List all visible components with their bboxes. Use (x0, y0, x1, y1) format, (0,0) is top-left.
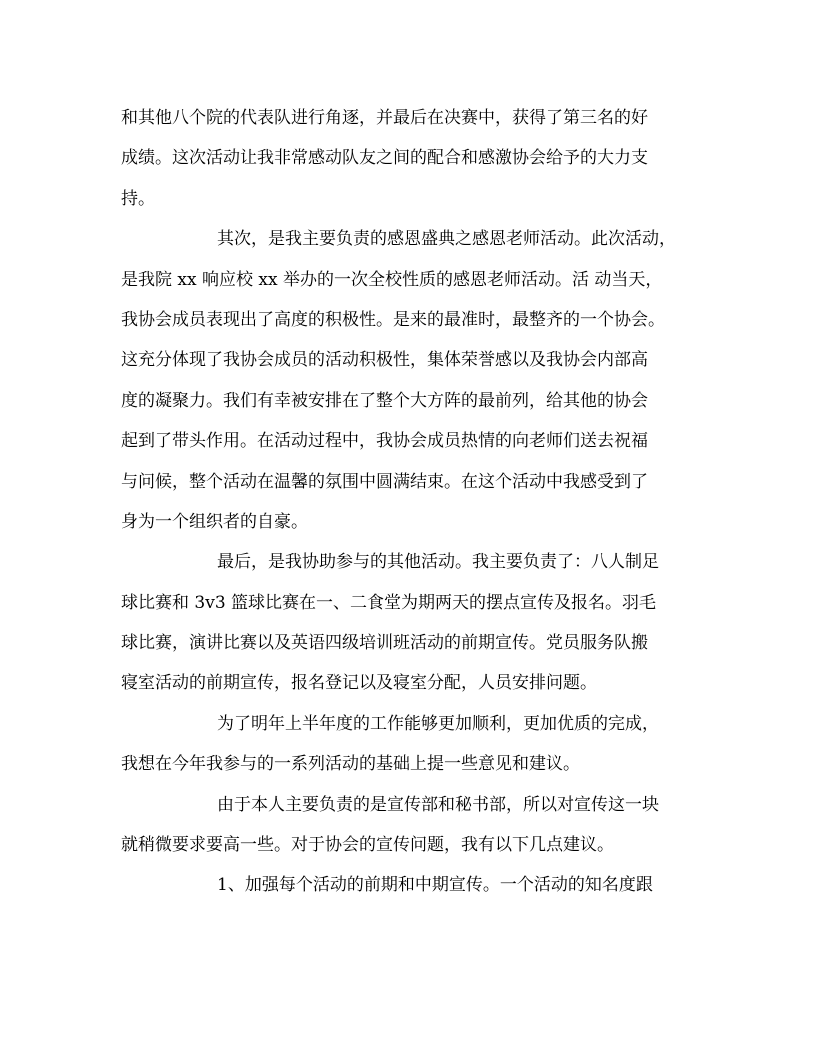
text-line: 持。 (121, 188, 155, 209)
text-line: 就稍微要求要高一些。对于协会的宣传问题，我有以下几点建议。 (121, 835, 614, 856)
text-line: 度的凝聚力。我们有幸被安排在了整个大方阵的最前列，给其他的协会 (121, 390, 648, 411)
text-line: 我想在今年我参与的一系列活动的基础上提一些意见和建议。 (121, 754, 580, 775)
paragraph (121, 219, 699, 542)
text-line: 其次，是我主要负责的感恩盛典之感恩老师活动。此次活动， (217, 229, 676, 250)
text-line: 球比赛，演讲比赛以及英语四级培训班活动的前期宣传。党员服务队搬 (121, 633, 648, 654)
text-line: 寝室活动的前期宣传，报名登记以及寝室分配，人员安排问题。 (121, 673, 597, 694)
text-line: 身为一个组织者的自豪。 (121, 511, 308, 532)
paragraph (121, 98, 699, 219)
paragraph (121, 865, 699, 905)
text-line: 成绩。这次活动让我非常感动队友之间的配合和感激协会给予的大力支 (121, 148, 648, 169)
text-line: 1、加强每个活动的前期和中期宣传。一个活动的知名度跟 (217, 875, 653, 896)
text-line: 这充分体现了我协会成员的活动积极性，集体荣誉感以及我协会内部高 (121, 350, 648, 371)
paragraph (121, 542, 699, 704)
paragraph (121, 785, 699, 866)
text-line: 和其他八个院的代表队进行角逐，并最后在决赛中，获得了第三名的好 (121, 108, 648, 128)
text-line: 起到了带头作用。在活动过程中，我协会成员热情的向老师们送去祝福 (121, 431, 648, 452)
text-line: 由于本人主要负责的是宣传部和秘书部，所以对宣传这一块 (217, 794, 659, 815)
text-line: 球比赛和 3v3 篮球比赛在一、二食堂为期两天的摆点宣传及报名。羽毛 (121, 592, 657, 613)
text-line: 为了明年上半年度的工作能够更加顺利，更加优质的完成， (217, 713, 659, 734)
text-line: 我协会成员表现出了高度的积极性。是来的最准时，最整齐的一个协会。 (121, 309, 665, 330)
paragraph (121, 704, 699, 785)
text-line: 与问候，整个活动在温馨的氛围中圆满结束。在这个活动中我感受到了 (121, 471, 648, 492)
text-line: 是我院 xx 响应校 xx 举办的一次全校性质的感恩老师活动。活 动当天， (121, 269, 663, 290)
document-body (121, 98, 699, 906)
text-line: 最后，是我协助参与的其他活动。我主要负责了：八人制足 (217, 552, 659, 573)
